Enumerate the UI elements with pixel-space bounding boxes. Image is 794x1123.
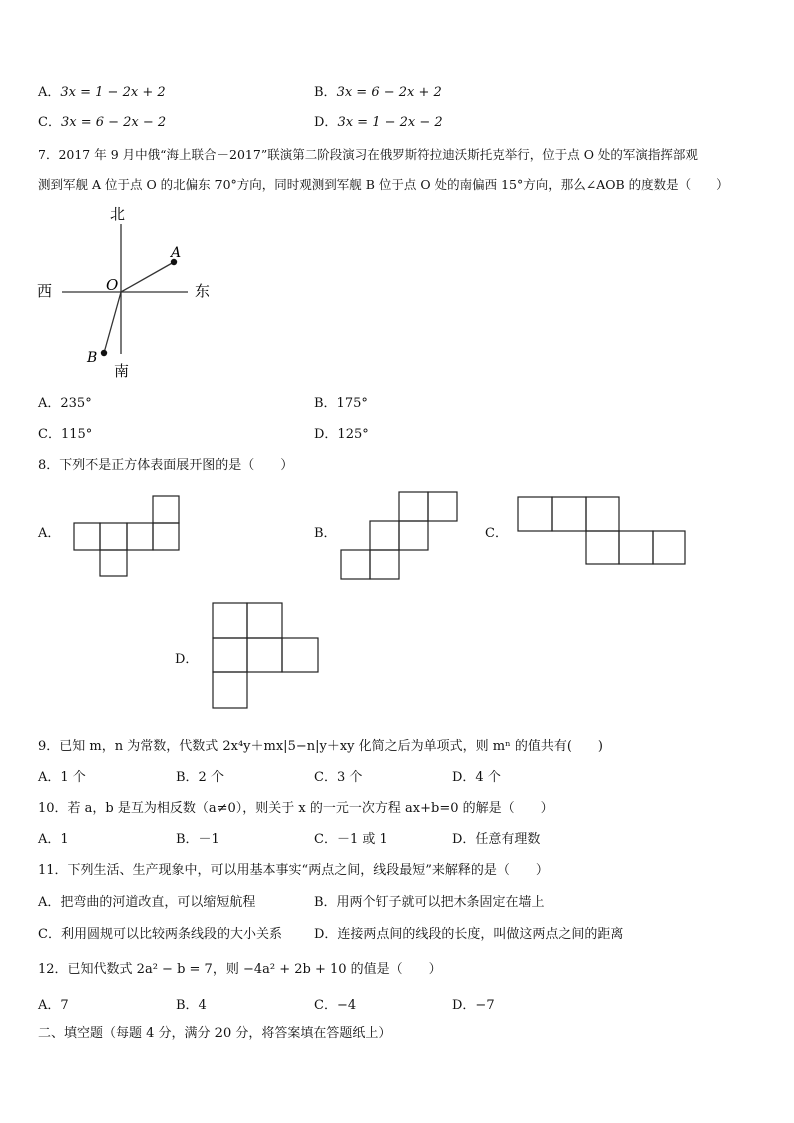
label-east: 东	[195, 282, 211, 300]
q10-option-b: B．－1	[176, 832, 220, 847]
q10-option-d: D．任意有理数	[452, 832, 541, 847]
ray-ob	[104, 292, 121, 353]
q7-stem-line1: 7．2017 年 9 月中俄“海上联合－2017”联演第二阶段演习在俄罗斯符拉迪沃斯托克举行，位于点 O 处的军演指挥部观	[38, 147, 698, 162]
q8-label-c: C．	[485, 526, 508, 541]
q12-option-a: A．7	[38, 998, 69, 1013]
q8-net-a	[72, 495, 184, 579]
q8-net-d	[211, 601, 323, 713]
point-b-dot	[101, 350, 107, 356]
q9-stem: 9．已知 m，n 为常数，代数式 2x⁴y＋mx|5−n|y＋xy 化简之后为单项式，则 mⁿ 的值共有( )	[38, 739, 603, 754]
label-south: 南	[114, 362, 130, 380]
q7-option-c: C．115°	[38, 427, 93, 442]
q11-stem: 11．下列生活、生产现象中，可以用基本事实“两点之间，线段最短”来解释的是（ ）	[38, 863, 549, 878]
q11-option-d: D．连接两点间的线段的长度，叫做这两点之间的距离	[314, 927, 624, 942]
option-letter: D．	[314, 115, 338, 130]
label-b: B	[87, 350, 98, 366]
equation: 3x = 6 − 2x + 2	[336, 85, 442, 100]
q8-label-b: B．	[314, 526, 337, 541]
equation: 3x = 6 − 2x − 2	[60, 115, 167, 130]
q9-option-a: A．1 个	[38, 770, 86, 785]
q11-option-b: B．用两个钉子就可以把木条固定在墙上	[314, 895, 545, 910]
section-heading-fill-in: 二、填空题（每题 4 分，满分 20 分，将答案填在答题纸上）	[38, 1026, 392, 1041]
label-west: 西	[37, 282, 53, 300]
q8-net-b	[340, 490, 460, 582]
q10-option-c: C．－1 或 1	[314, 832, 388, 847]
q6-option-c	[38, 114, 166, 132]
q9-option-c: C．3 个	[314, 770, 363, 785]
label-origin: O	[106, 276, 119, 294]
q9-option-d: D．4 个	[452, 770, 501, 785]
q6-option-a	[38, 84, 166, 102]
q7-option-d: D．125°	[314, 427, 369, 442]
q6-option-b	[314, 84, 442, 102]
q11-option-a: A．把弯曲的河道改直，可以缩短航程	[38, 895, 256, 910]
q12-option-d: D．−7	[452, 998, 495, 1013]
option-letter: B．	[314, 85, 337, 100]
label-a: A	[171, 245, 182, 261]
q7-compass-figure	[30, 202, 230, 382]
q7-stem-line2: 测到军舰 A 位于点 O 的北偏东 70°方向，同时观测到军舰 B 位于点 O 处的南偏西 15°方向，那么∠AOB 的度数是（ ）	[38, 177, 729, 192]
q10-stem: 10．若 a，b 是互为相反数（a≠0），则关于 x 的一元一次方程 ax+b=0 的解是（ ）	[38, 801, 554, 816]
q8-net-c	[516, 495, 688, 567]
label-north: 北	[110, 205, 126, 223]
q7-option-b: B．175°	[314, 396, 368, 411]
q12-option-b: B．4	[176, 998, 207, 1013]
ray-oa	[121, 262, 174, 292]
q8-label-d: D．	[175, 652, 199, 667]
q7-option-a: A．235°	[38, 396, 92, 411]
q12-stem: 12．已知代数式 2a² − b = 7，则 −4a² + 2b + 10 的值是（ ）	[38, 962, 442, 977]
q6-option-d	[314, 114, 443, 132]
q10-option-a: A．1	[38, 832, 69, 847]
q9-option-b: B．2 个	[176, 770, 224, 785]
equation: 3x = 1 − 2x − 2	[337, 115, 443, 130]
q12-option-c: C．−4	[314, 998, 357, 1013]
option-letter: A．	[38, 85, 61, 100]
q8-label-a: A．	[38, 526, 61, 541]
q11-option-c: C．利用圆规可以比较两条线段的大小关系	[38, 927, 282, 942]
q8-stem: 8．下列不是正方体表面展开图的是（ ）	[38, 458, 294, 473]
option-letter: C．	[38, 115, 61, 130]
equation: 3x = 1 − 2x + 2	[60, 85, 166, 100]
